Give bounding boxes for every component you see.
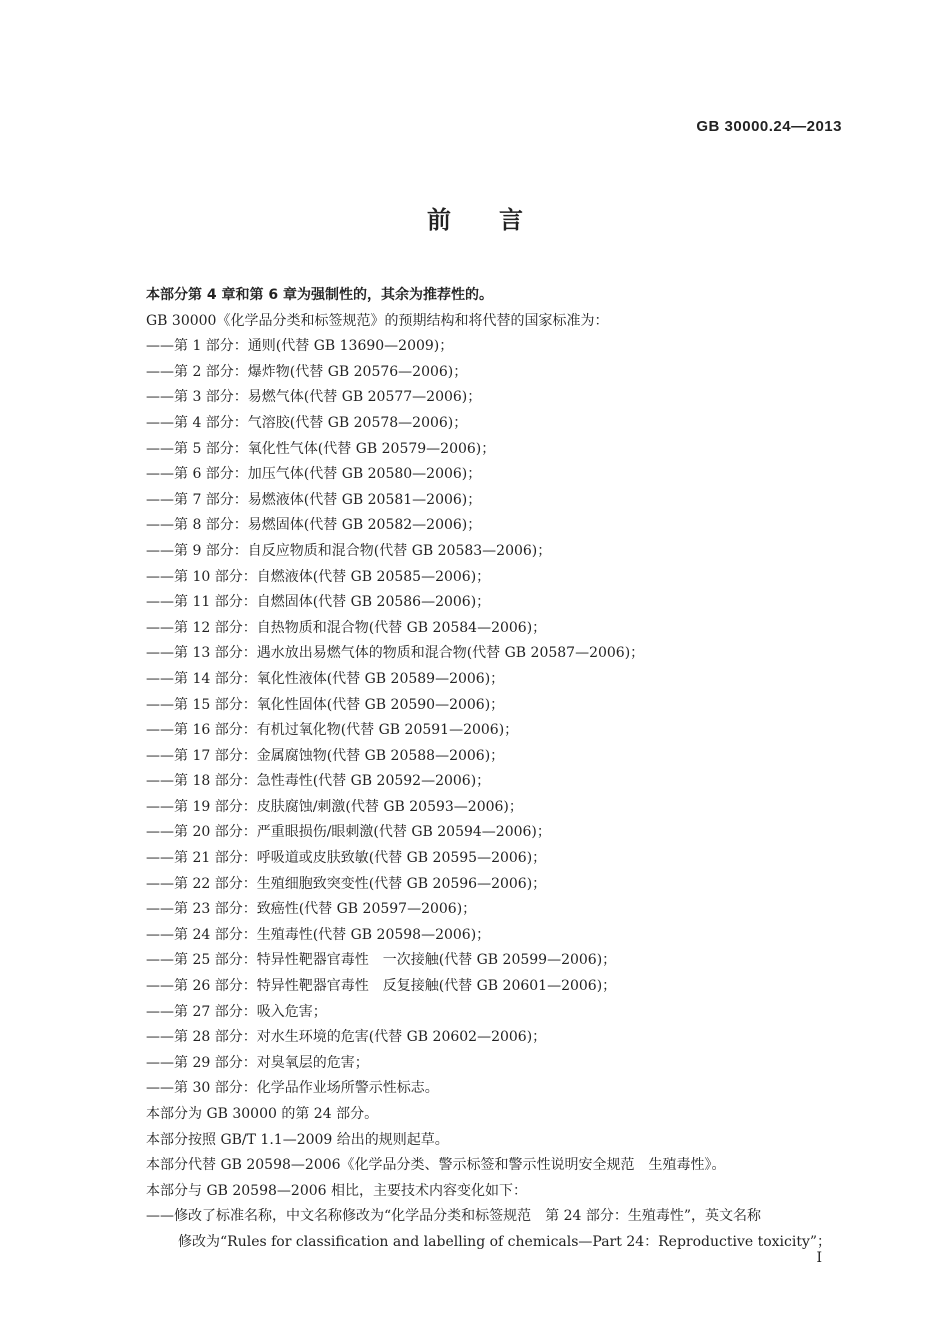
list-item: ——第 17 部分：金属腐蚀物(代替 GB 20588—2006)； bbox=[146, 747, 505, 764]
body-text bbox=[0, 283, 950, 1256]
list-item: ——第 7 部分：易燃液体(代替 GB 20581—2006)； bbox=[146, 491, 482, 508]
list-item: ——第 1 部分：通则(代替 GB 13690—2009)； bbox=[146, 338, 454, 355]
list-item: ——第 25 部分：特异性靶器官毒性 一次接触(代替 GB 20599—2006)； bbox=[146, 952, 617, 969]
page-number: I bbox=[816, 1250, 822, 1266]
list-item: ——第 16 部分：有机过氧化物(代替 GB 20591—2006)； bbox=[146, 722, 519, 739]
list-item: ——第 13 部分：遇水放出易燃气体的物质和混合物(代替 GB 20587—2006)； bbox=[146, 645, 645, 662]
page-title: 前言 bbox=[427, 206, 571, 234]
list-item: ——第 21 部分：呼吸道或皮肤致敏(代替 GB 20595—2006)； bbox=[146, 850, 547, 867]
list-item: ——第 28 部分：对水生环境的危害(代替 GB 20602—2006)； bbox=[146, 1029, 547, 1046]
paragraph: 本部分与 GB 20598—2006 相比，主要技术内容变化如下： bbox=[146, 1182, 527, 1199]
mandatory-statement: 本部分第 4 章和第 6 章为强制性的，其余为推荐性的。 bbox=[146, 287, 493, 303]
list-item: ——第 14 部分：氧化性液体(代替 GB 20589—2006)； bbox=[146, 670, 505, 687]
list-item: ——第 3 部分：易燃气体(代替 GB 20577—2006)； bbox=[146, 389, 482, 406]
list-item: ——第 6 部分：加压气体(代替 GB 20580—2006)； bbox=[146, 466, 482, 483]
list-item: ——第 15 部分：氧化性固体(代替 GB 20590—2006)； bbox=[146, 696, 505, 713]
paragraph: 本部分代替 GB 20598—2006《化学品分类、警示标签和警示性说明安全规范 生殖毒性》。 bbox=[146, 1157, 726, 1174]
change-item-continuation: 修改为“Rules for classification and labelling of chemicals—Part 24：Reproductive toxicity”； bbox=[178, 1233, 832, 1250]
list-item: ——第 5 部分：氧化性气体(代替 GB 20579—2006)； bbox=[146, 440, 496, 457]
list-item: ——第 2 部分：爆炸物(代替 GB 20576—2006)； bbox=[146, 363, 468, 380]
list-item: ——第 20 部分：严重眼损伤/眼刺激(代替 GB 20594—2006)； bbox=[146, 824, 551, 841]
list-item: ——第 8 部分：易燃固体(代替 GB 20582—2006)； bbox=[146, 517, 482, 534]
parts-list bbox=[0, 334, 950, 1102]
list-item: ——第 24 部分：生殖毒性(代替 GB 20598—2006)； bbox=[146, 926, 491, 943]
standard-code: GB 30000.24—2013 bbox=[696, 118, 842, 135]
list-item: ——第 18 部分：急性毒性(代替 GB 20592—2006)； bbox=[146, 773, 491, 790]
list-item: ——第 22 部分：生殖细胞致突变性(代替 GB 20596—2006)； bbox=[146, 875, 547, 892]
list-item: ——第 23 部分：致癌性(代替 GB 20597—2006)； bbox=[146, 901, 477, 918]
list-item: ——第 30 部分：化学品作业场所警示性标志。 bbox=[146, 1080, 439, 1097]
list-item: ——第 19 部分：皮肤腐蚀/刺激(代替 GB 20593—2006)； bbox=[146, 798, 523, 815]
list-item: ——第 26 部分：特异性靶器官毒性 反复接触(代替 GB 20601—2006)； bbox=[146, 978, 617, 995]
paragraph: 本部分按照 GB/T 1.1—2009 给出的规则起草。 bbox=[146, 1131, 449, 1148]
structure-intro: GB 30000《化学品分类和标签规范》的预期结构和将代替的国家标准为： bbox=[146, 312, 609, 329]
list-item: ——第 29 部分：对臭氧层的危害； bbox=[146, 1054, 369, 1071]
list-item: ——第 4 部分：气溶胶(代替 GB 20578—2006)； bbox=[146, 414, 468, 431]
paragraph: 本部分为 GB 30000 的第 24 部分。 bbox=[146, 1106, 379, 1122]
list-item: ——第 9 部分：自反应物质和混合物(代替 GB 20583—2006)； bbox=[146, 542, 552, 559]
list-item: ——第 11 部分：自燃固体(代替 GB 20586—2006)； bbox=[146, 594, 491, 611]
list-item: ——第 10 部分：自燃液体(代替 GB 20585—2006)； bbox=[146, 568, 491, 585]
list-item: ——第 12 部分：自热物质和混合物(代替 GB 20584—2006)； bbox=[146, 619, 547, 636]
change-item-line: ——修改了标准名称，中文名称修改为“化学品分类和标签规范 第 24 部分：生殖毒性”，英文名称 bbox=[146, 1208, 762, 1225]
list-item: ——第 27 部分：吸入危害； bbox=[146, 1003, 327, 1020]
